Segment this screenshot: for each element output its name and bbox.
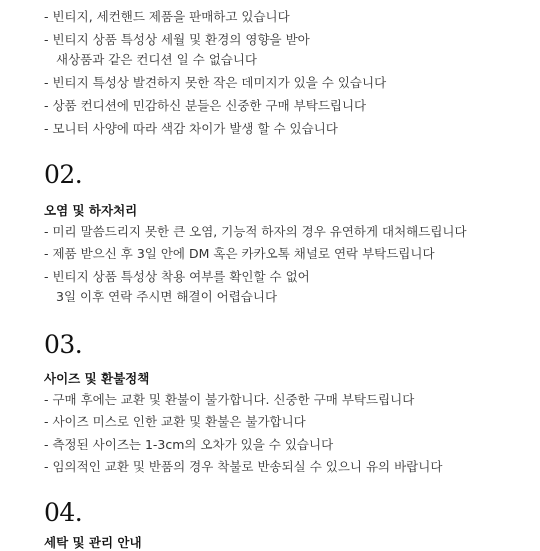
section-line: - 측정된 사이즈는 1-3cm의 오차가 있을 수 있습니다 bbox=[44, 437, 334, 452]
section-number: 02. bbox=[44, 160, 83, 189]
section-line: - 빈티지 상품 특성상 착용 여부를 확인할 수 없어 bbox=[44, 269, 310, 284]
section-title: 세탁 및 관리 안내 bbox=[44, 535, 142, 550]
intro-line: - 상품 컨디션에 민감하신 분들은 신중한 구매 부탁드립니다 bbox=[44, 98, 367, 113]
section-line: - 사이즈 미스로 인한 교환 및 환불은 불가합니다 bbox=[44, 414, 306, 429]
intro-line: - 빈티지 특성상 발견하지 못한 작은 데미지가 있을 수 있습니다 bbox=[44, 75, 387, 90]
section-line: - 미리 말씀드리지 못한 큰 오염, 기능적 하자의 경우 유연하게 대처해드립니다 bbox=[44, 224, 467, 239]
intro-line: - 모니터 사양에 따라 색감 차이가 발생 할 수 있습니다 bbox=[44, 121, 338, 136]
intro-line: 새상품과 같은 컨디션 일 수 없습니다 bbox=[56, 52, 257, 67]
section-number: 04. bbox=[44, 498, 83, 527]
section-line: - 구매 후에는 교환 및 환불이 불가합니다. 신중한 구매 부탁드립니다 bbox=[44, 392, 415, 407]
section-line: - 임의적인 교환 및 반품의 경우 착불로 반송되실 수 있으니 유의 바랍니다 bbox=[44, 459, 443, 474]
section-title: 사이즈 및 환불정책 bbox=[44, 371, 150, 386]
section-title: 오염 및 하자처리 bbox=[44, 203, 138, 218]
intro-line: - 빈티지, 세컨핸드 제품을 판매하고 있습니다 bbox=[44, 9, 290, 24]
intro-line: - 빈티지 상품 특성상 세월 및 환경의 영향을 받아 bbox=[44, 32, 310, 47]
section-number: 03. bbox=[44, 330, 83, 359]
section-line: 3일 이후 연락 주시면 해결이 어렵습니다 bbox=[56, 289, 278, 304]
section-line: - 제품 받으신 후 3일 안에 DM 혹은 카카오톡 채널로 연락 부탁드립니다 bbox=[44, 246, 435, 261]
